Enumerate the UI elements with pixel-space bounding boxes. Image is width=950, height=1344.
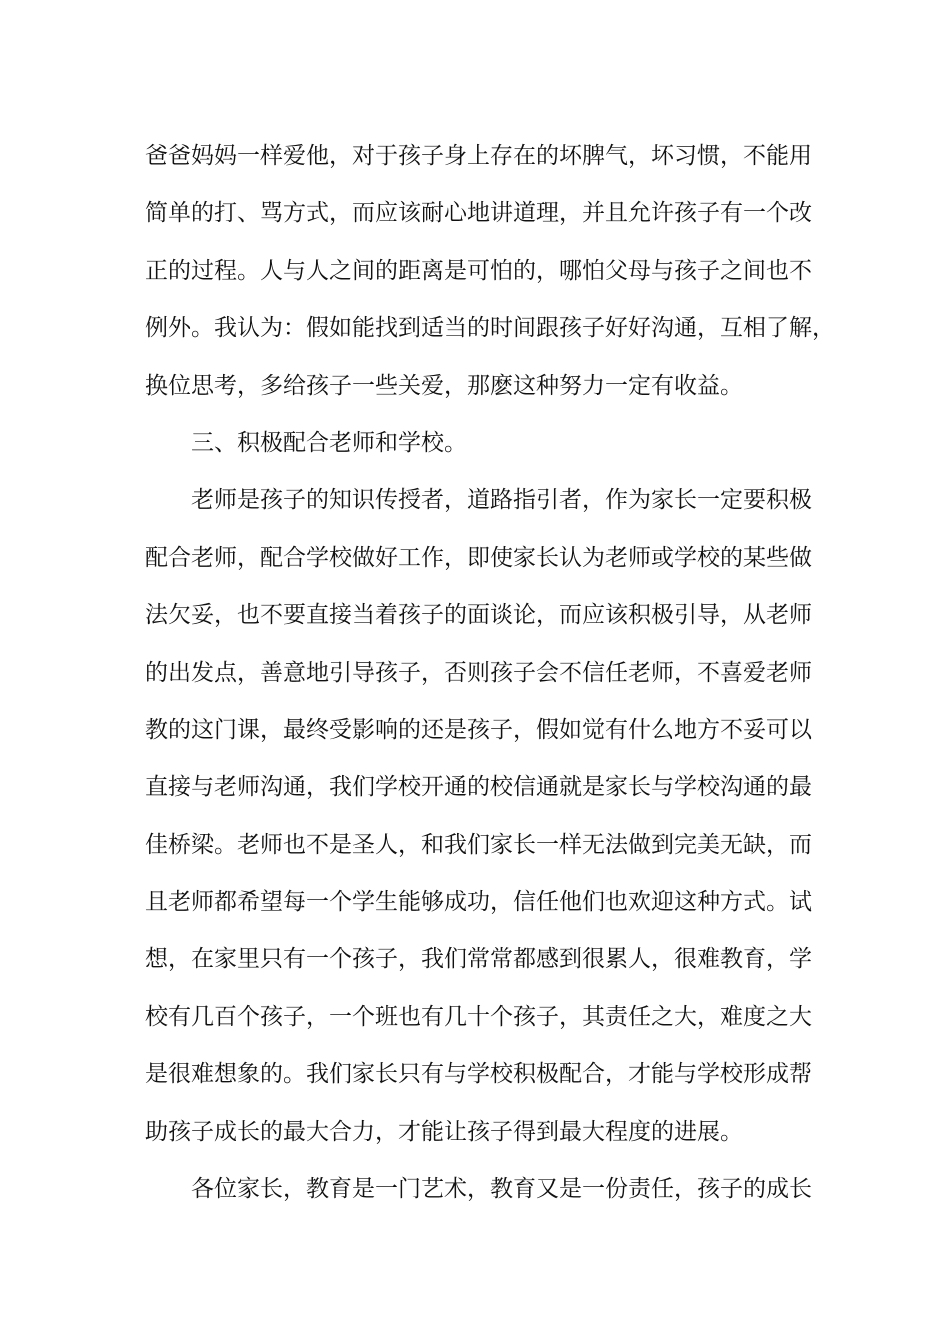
text-line: 配合老师，配合学校做好工作，即使家长认为老师或学校的某些做 [145, 544, 812, 571]
text-line: 助孩子成长的最大合力，才能让孩子得到最大程度的进展。 [145, 1118, 743, 1145]
text-line: 例外。我认为：假如能找到适当的时间跟孩子好好沟通，互相了解， [145, 315, 835, 342]
text-line: 想，在家里只有一个孩子，我们常常都感到很累人，很难教育，学 [145, 946, 812, 973]
text-line: 佳桥梁。老师也不是圣人，和我们家长一样无法做到完美无缺，而 [145, 831, 812, 858]
section-heading: 三、积极配合老师和学校。 [191, 429, 467, 456]
text-line: 是很难想象的。我们家长只有与学校积极配合，才能与学校形成帮 [145, 1061, 812, 1088]
text-line: 校有几百个孩子，一个班也有几十个孩子，其责任之大，难度之大 [145, 1003, 812, 1030]
body-text [145, 128, 835, 1218]
text-line: 法欠妥，也不要直接当着孩子的面谈论，而应该积极引导，从老师 [145, 602, 812, 629]
text-line: 换位思考，多给孩子一些关爱，那麽这种努力一定有收益。 [145, 372, 743, 399]
text-line: 老师是孩子的知识传授者，道路指引者，作为家长一定要积极 [191, 487, 812, 514]
text-line: 教的这门课，最终受影响的还是孩子，假如觉有什么地方不妥可以 [145, 716, 812, 743]
text-line: 爸爸妈妈一样爱他，对于孩子身上存在的坏脾气，坏习惯，不能用 [145, 143, 812, 169]
text-line: 各位家长，教育是一门艺术，教育又是一份责任，孩子的成长 [191, 1176, 812, 1203]
text-line: 正的过程。人与人之间的距离是可怕的，哪怕父母与孩子之间也不 [145, 257, 812, 284]
text-line: 简单的打、骂方式，而应该耐心地讲道理，并且允许孩子有一个改 [145, 200, 812, 227]
text-line: 且老师都希望每一个学生能够成功，信任他们也欢迎这种方式。试 [145, 889, 812, 916]
text-line: 的出发点，善意地引导孩子，否则孩子会不信任老师，不喜爱老师 [145, 659, 812, 686]
text-line: 直接与老师沟通，我们学校开通的校信通就是家长与学校沟通的最 [145, 774, 812, 801]
